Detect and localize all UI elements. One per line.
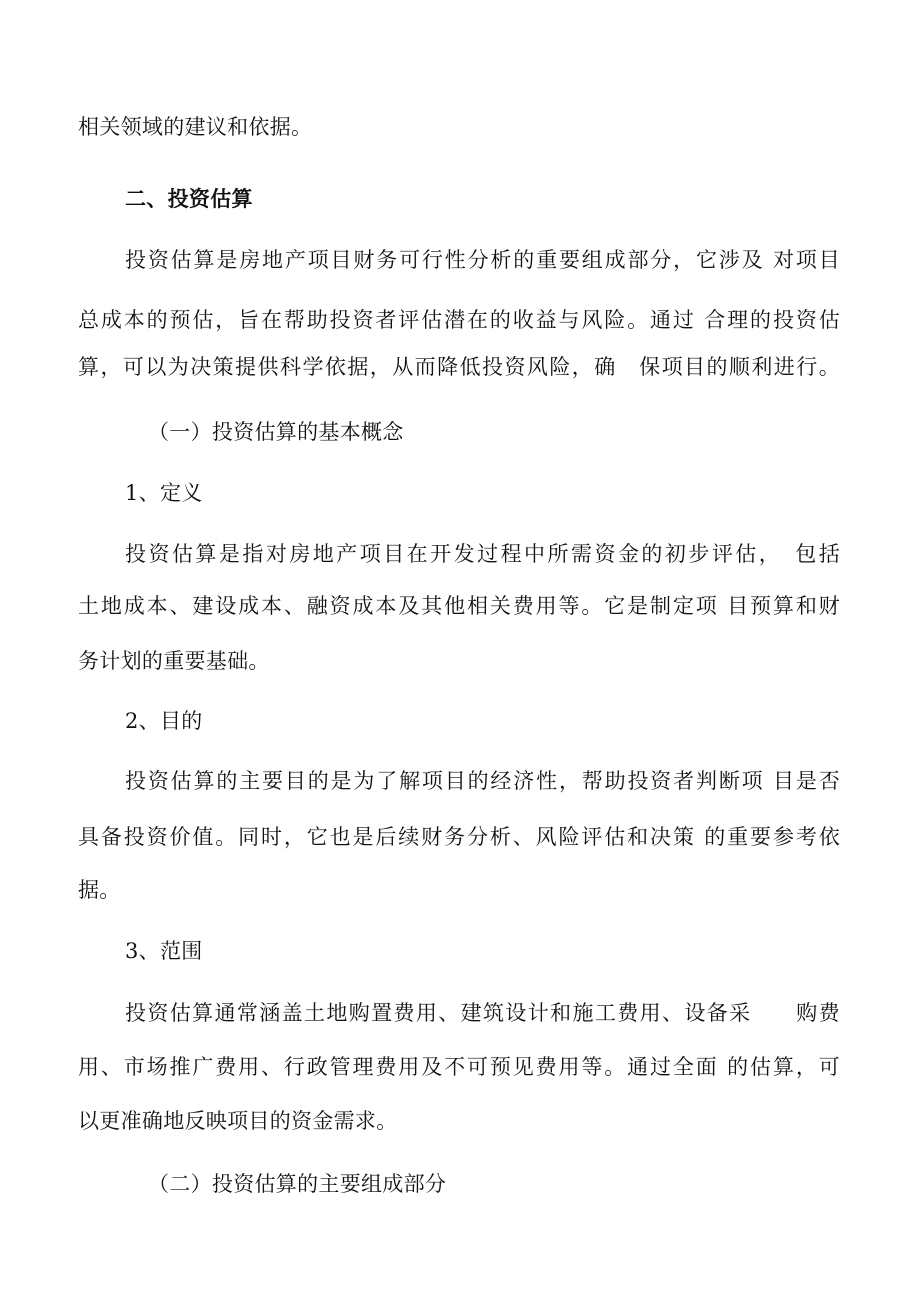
paragraph-line: 土地成本、建设成本、融资成本及其他相关费用等。它是制定项 目预算和财: [78, 594, 840, 618]
item-heading: 2、目的: [125, 709, 203, 733]
paragraph-line: 务计划的重要基础。: [78, 649, 270, 673]
paragraph-line: 投资估算是指对房地产项目在开发过程中所需资金的初步评估， 包括: [125, 542, 840, 566]
item-heading: 3、范围: [125, 939, 203, 963]
paragraph-line: 算，可以为决策提供科学依据，从而降低投资风险，确 保项目的顺利进行。: [78, 355, 840, 379]
subsection-heading: （二）投资估算的主要组成部分: [148, 1172, 447, 1196]
paragraph-line: 据。: [78, 878, 121, 902]
subsection-heading: （一）投资估算的基本概念: [148, 420, 404, 444]
paragraph-line: 相关领域的建议和依据。: [78, 115, 313, 139]
paragraph-line: 具备投资价值。同时，它也是后续财务分析、风险评估和决策 的重要参考依: [78, 825, 840, 849]
section-heading: 二、投资估算: [125, 186, 253, 211]
paragraph-line: 以更准确地反映项目的资金需求。: [78, 1109, 398, 1133]
paragraph-line: 总成本的预估，旨在帮助投资者评估潜在的收益与风险。通过 合理的投资估: [78, 308, 840, 332]
paragraph-line: 投资估算的主要目的是为了解项目的经济性，帮助投资者判断项 目是否: [125, 769, 840, 793]
paragraph-line: 用、市场推广费用、行政管理费用及不可预见费用等。通过全面 的估算，可: [78, 1055, 840, 1079]
item-heading: 1、定义: [125, 481, 203, 505]
paragraph-line: 投资估算是房地产项目财务可行性分析的重要组成部分，它涉及 对项目: [125, 248, 840, 272]
paragraph-line: 投资估算通常涵盖土地购置费用、建筑设计和施工费用、设备采 购费: [125, 1001, 840, 1025]
